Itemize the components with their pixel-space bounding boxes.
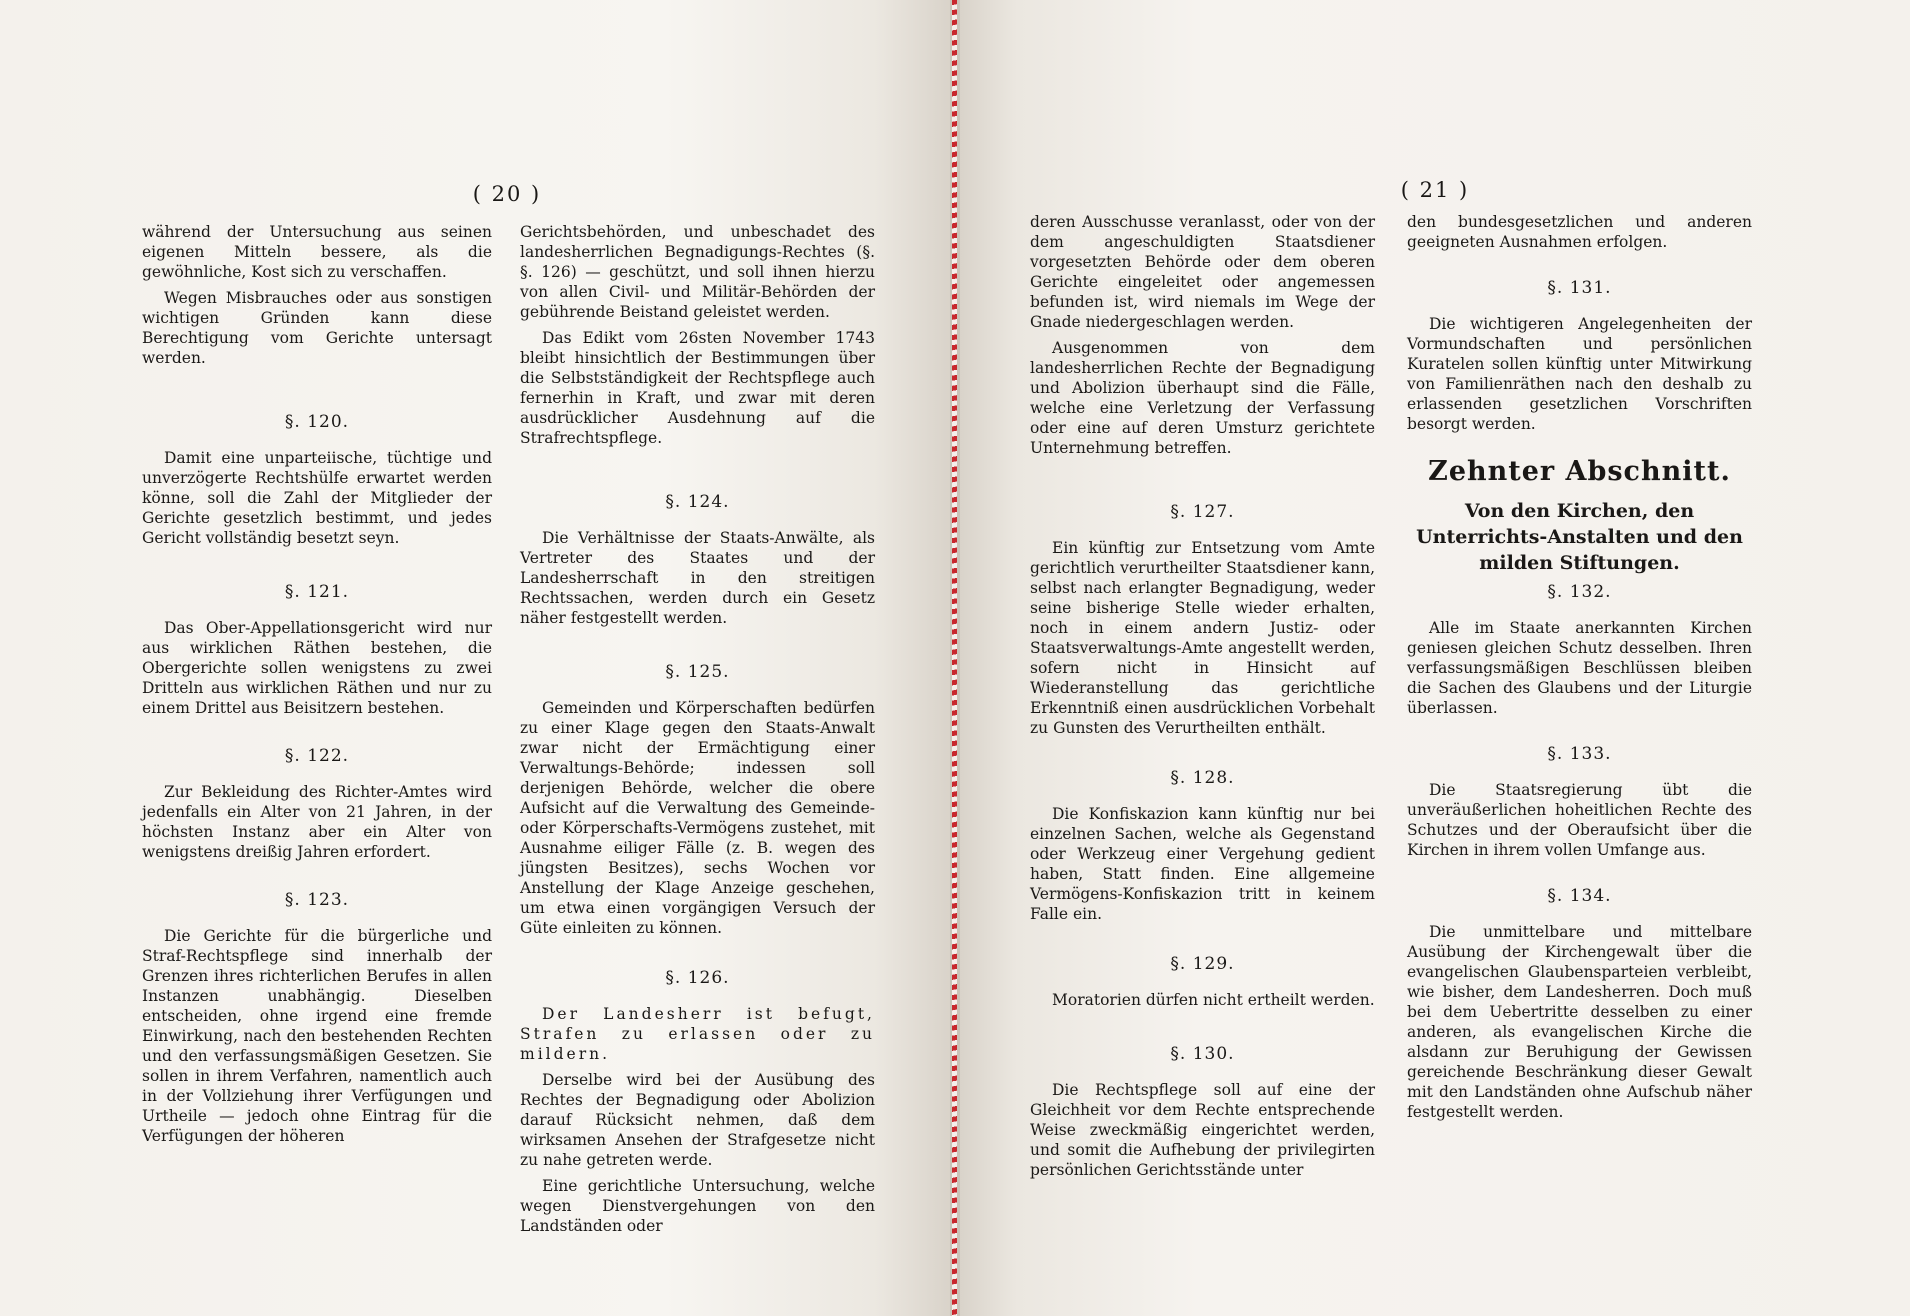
- paragraph: Die Staatsregierung übt die unveräußerlichen hoheitlichen Rechte des Schutzes und der Oberaufsicht über die Kirchen in ihrem vollen Umfange aus.: [1407, 781, 1752, 859]
- paragraph: Die Gerichte für die bürgerliche und Straf-Rechtspflege sind innerhalb der Grenzen ihres richterlichen Berufes in allen Instanzen unabhängig. Dieselben entscheiden, ohne irgend eine fremde Einwirkung, nach den bestehenden Rechten und den verfassungsmäßigen Gesetzen. Sie sollen in ihrem Verfahren, namentlich auch in der Vollziehung ihrer Verfügungen und Urtheile — jedoch ohne Eintrag für die Verfügungen der höheren: [142, 927, 492, 1145]
- paragraph: Gemeinden und Körperschaften bedürfen zu einer Klage gegen den Staats-Anwalt zwar nicht der Ermächtigung einer Verwaltungs-Behörde; indessen soll derjenigen Behörde, welcher die obere Aufsicht auf die Verwaltung des Gemeinde- oder Körperschafts-Vermögens zustehet, mit Ausnahme eiliger Fälle (z. B. wegen des jüngsten Besitzes), sechs Wochen vor Anstellung der Klage Anzeige geschehen, um etwa einen vorgängigen Versuch der Güte einleiten zu können.: [520, 699, 875, 937]
- paragraph: Das Edikt vom 26sten November 1743 bleibt hinsichtlich der Bestimmungen über die Selbstständigkeit der Rechtspflege auch fernerhin in Kraft, und zwar mit deren ausdrücklicher Ausdehnung auf die Strafrechtspflege.: [520, 329, 875, 447]
- paragraph: Damit eine unparteiische, tüchtige und unverzögerte Rechtshülfe erwartet werden könne, soll die Zahl der Mitglieder der Gerichte gesetzlich bestimmt, und jedes Gericht vollständig besetzt seyn.: [142, 449, 492, 547]
- paragraph: Eine gerichtliche Untersuchung, welche wegen Dienstvergehungen von den Landständen oder: [520, 1177, 875, 1235]
- section-heading: §. 121.: [284, 582, 350, 602]
- chapter-subtitle: Von den Kirchen, den Unterrichts-Anstalten und den milden Stiftungen.: [1416, 500, 1743, 574]
- paragraph: Alle im Staate anerkannten Kirchen geniesen gleichen Schutz desselben. Ihren verfassungsmäßigen Beschlüssen bleiben die Sachen des Glaubens und der Liturgie überlassen.: [1407, 619, 1752, 717]
- right-page-column-2: [1407, 212, 1752, 1128]
- paragraph: Das Ober-Appellationsgericht wird nur aus wirklichen Räthen bestehen, die Obergerichte sollen wenigstens zu zwei Dritteln aus wirklichen Räthen und nur zu einem Drittel aus Beisitzern bestehen.: [142, 619, 492, 717]
- left-page-column-1: [142, 222, 492, 1152]
- section-heading: §. 130.: [1170, 1044, 1235, 1064]
- section-heading: §. 122.: [284, 746, 350, 766]
- section-heading: §. 125.: [665, 662, 730, 682]
- section-heading: §. 124.: [665, 492, 730, 512]
- paragraph: Die Konfiskazion kann künftig nur bei einzelnen Sachen, welche als Gegenstand oder Werkzeug einer Vergehung gedient haben, Statt finden. Eine allgemeine Vermögens-Konfiskazion tritt in keinem Falle ein.: [1030, 805, 1375, 923]
- paragraph: Wegen Misbrauches oder aus sonstigen wichtigen Gründen kann diese Berechtigung vom Gerichte untersagt werden.: [142, 289, 492, 367]
- section-heading: §. 132.: [1547, 582, 1612, 602]
- chapter-title: Zehnter Abschnitt.: [1428, 456, 1731, 487]
- section-heading: §. 134.: [1547, 886, 1612, 906]
- paragraph: Die Verhältnisse der Staats-Anwälte, als Vertreter des Staates und der Landesherrschaft in den streitigen Rechtssachen, werden durch ein Gesetz näher festgestellt werden.: [520, 529, 875, 627]
- paragraph: Der Landesherr ist befugt, Strafen zu erlassen oder zu mildern.: [520, 1005, 875, 1063]
- section-heading: §. 129.: [1170, 954, 1235, 974]
- paragraph: Derselbe wird bei der Ausübung des Rechtes der Begnadigung oder Abolizion darauf Rücksicht nehmen, daß dem wirksamen Ansehen der Strafgesetze nicht zu nahe getreten werde.: [520, 1071, 875, 1169]
- left-page-column-2: [520, 222, 875, 1242]
- paragraph: Moratorien dürfen nicht ertheilt werden.: [1052, 991, 1375, 1009]
- paragraph: Gerichtsbehörden, und unbeschadet des landesherrlichen Begnadigungs-Rechtes (§. §. 126) — geschützt, und soll ihnen hierzu von allen Civil- und Militär-Behörden der gebührende Beistand geleistet werden.: [520, 223, 875, 321]
- paragraph: Ein künftig zur Entsetzung vom Amte gerichtlich verurtheilter Staatsdiener kann, selbst nach erlangter Begnadigung, weder seine bisherige Stelle wieder erhalten, noch in einem andern Justiz- oder Staatsverwaltungs-Amte angestellt werden, sofern nicht in Hinsicht auf Wiederanstellung das gerichtliche Erkenntniß einen ausdrücklichen Vorbehalt zu Gunsten des Verurtheilten enthält.: [1030, 539, 1375, 737]
- page-number: ( 20 ): [472, 182, 542, 206]
- left-page: [0, 0, 950, 1316]
- paragraph: den bundesgesetzlichen und anderen geeigneten Ausnahmen erfolgen.: [1407, 213, 1752, 251]
- section-heading: §. 120.: [284, 412, 350, 432]
- paragraph: deren Ausschusse veranlasst, oder von der dem angeschuldigten Staatsdiener vorgesetzten Behörde oder dem oberen Gerichte eingeleitet oder angemessen befunden ist, wird niemals im Wege der Gnade niedergeschlagen werden.: [1030, 213, 1375, 331]
- right-page-column-1: [1030, 212, 1375, 1186]
- section-heading: §. 131.: [1547, 278, 1612, 298]
- paragraph: Die unmittelbare und mittelbare Ausübung der Kirchengewalt über die evangelischen Glaubensparteien verbleibt, wie bisher, dem Landesherren. Doch muß bei dem Uebertritte desselben zu einer anderen, als evangelischen Kirche die alsdann zur Beruhigung der Gewissen gereichende Beschränkung dieser Gewalt mit den Landständen ohne Aufschub näher festgestellt werden.: [1407, 923, 1752, 1121]
- paragraph: Die Rechtspflege soll auf eine der Gleichheit vor dem Rechte entsprechende Weise zweckmäßig eingerichtet werden, und somit die Aufhebung der privilegirten persönlichen Gerichtsstände unter: [1030, 1081, 1375, 1179]
- section-heading: §. 123.: [284, 890, 350, 910]
- paragraph: Zur Bekleidung des Richter-Amtes wird jedenfalls ein Alter von 21 Jahren, in der höchsten Instanz aber ein Alter von wenigstens dreißig Jahren erfordert.: [142, 783, 492, 861]
- page-number: ( 21 ): [1400, 178, 1470, 202]
- binding-thread: [952, 0, 957, 1316]
- right-page: [960, 0, 1910, 1316]
- paragraph: Ausgenommen von dem landesherrlichen Rechte der Begnadigung und Abolizion überhaupt sind die Fälle, welche eine Verletzung der Verfassung oder eine auf deren Umsturz gerichtete Unternehmung betreffen.: [1030, 339, 1375, 457]
- paragraph: während der Untersuchung aus seinen eigenen Mitteln bessere, als die gewöhnliche, Kost sich zu verschaffen.: [142, 223, 492, 281]
- paragraph: Die wichtigeren Angelegenheiten der Vormundschaften und persönlichen Kuratelen sollen künftig unter Mitwirkung von Familienräthen nach den deshalb zu erlassenden gesetzlichen Vorschriften besorgt werden.: [1407, 315, 1752, 433]
- section-heading: §. 127.: [1170, 502, 1235, 522]
- section-heading: §. 133.: [1547, 744, 1612, 764]
- section-heading: §. 128.: [1170, 768, 1235, 788]
- section-heading: §. 126.: [665, 968, 730, 988]
